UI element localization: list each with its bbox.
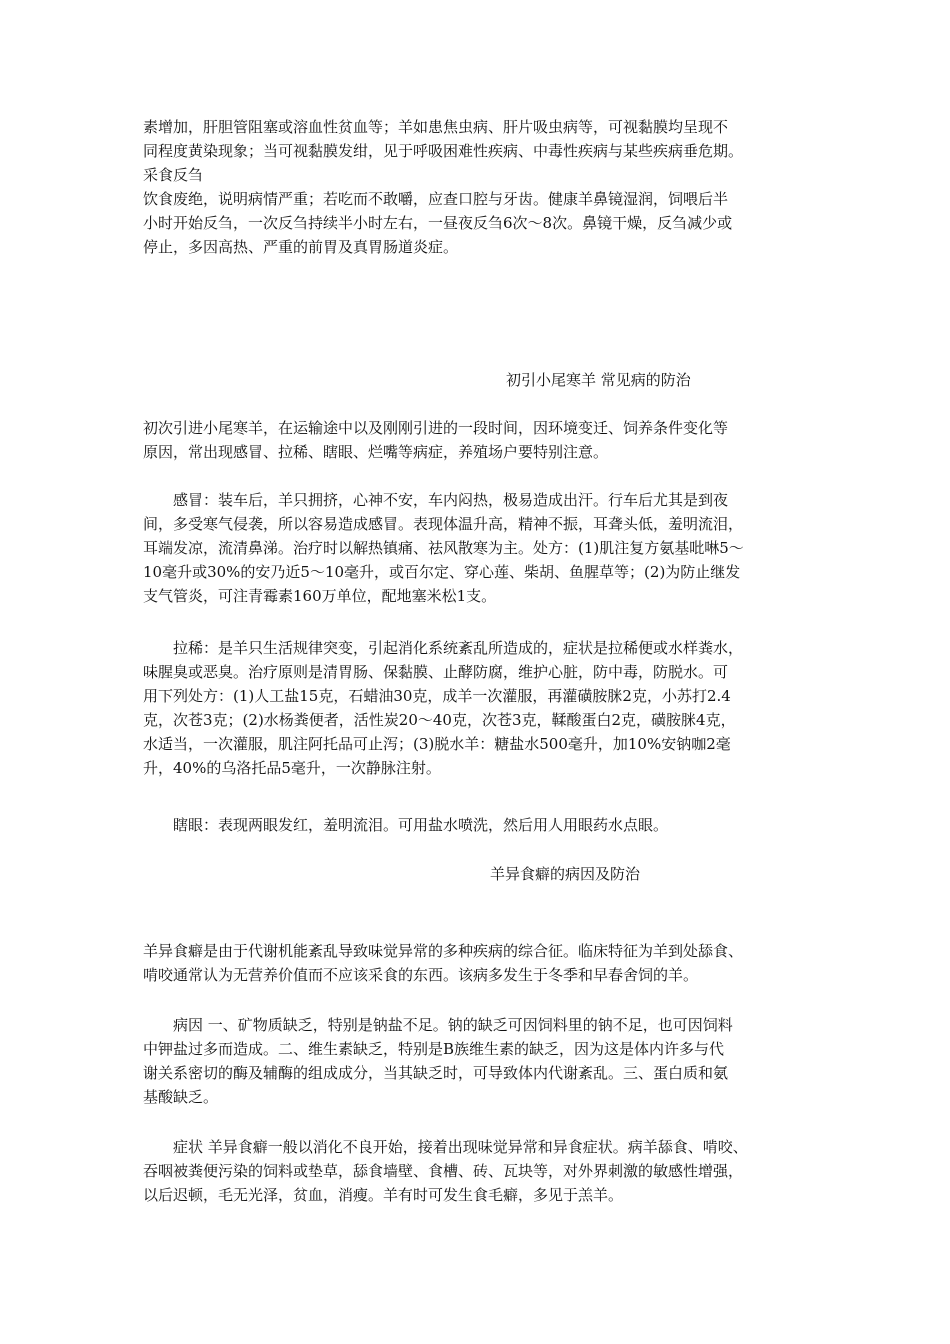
- text-line: 吞咽被粪便污染的饲料或垫草，舔食墙壁、食槽、砖、瓦块等，对外界刺激的敏感性增强，: [143, 1162, 744, 1180]
- text-line: 羊异食癖是由于代谢机能紊乱导致味觉异常的多种疾病的综合征。临床特征为羊到处舔食、: [143, 942, 744, 960]
- text-line: 素增加，肝胆管阻塞或溶血性贫血等；羊如患焦虫病、肝片吸虫病等，可视黏膜均呈现不: [143, 118, 729, 136]
- text-line: 10毫升或30%的安乃近5～10毫升，或百尔定、穿心莲、柴胡、鱼腥草等；(2)为防止继发: [143, 563, 741, 581]
- paragraph-mucosa-rumination: [143, 115, 811, 259]
- text-line: 用下列处方：(1)人工盐15克，石蜡油30克，成羊一次灌服，再灌磺胺脒2克，小苏打2.4: [143, 687, 731, 705]
- text-line: 原因，常出现感冒、拉稀、瞎眼、烂嘴等病症，养殖场户要特别注意。: [143, 443, 609, 461]
- paragraph-blind-eye: [143, 813, 811, 837]
- text-line: 支气管炎，可注青霉素160万单位，配地塞米松1支。: [143, 587, 497, 605]
- paragraph-cause: [143, 1013, 811, 1109]
- text-line: 啃咬通常认为无营养价值而不应该采食的东西。该病多发生于冬季和早春舍饲的羊。: [143, 966, 699, 984]
- paragraph-diarrhea: [143, 636, 811, 780]
- paragraph-symptom: [143, 1135, 811, 1207]
- text-line: 拉稀：是羊只生活规律突变，引起消化系统紊乱所造成的，症状是拉稀便或水样粪水，: [143, 639, 744, 657]
- text-line: 克，次苍3克；(2)水杨粪便者，活性炭20～40克，次苍3克，鞣酸蛋白2克，磺胺脒4克，: [143, 711, 736, 729]
- text-line: 感冒：装车后，羊只拥挤，心神不安，车内闷热，极易造成出汗。行车后尤其是到夜: [143, 491, 729, 509]
- text-line: 升，40%的乌洛托品5毫升，一次静脉注射。: [143, 759, 441, 777]
- text-line: 中钾盐过多而造成。二、维生素缺乏，特别是B族维生素的缺乏，因为这是体内许多与代: [143, 1040, 725, 1058]
- text-line: 同程度黄染现象；当可视黏膜发绀，见于呼吸困难性疾病、中毒性疾病与某些疾病垂危期。: [143, 142, 744, 160]
- text-line: 病因 一、矿物质缺乏，特别是钠盐不足。钠的缺乏可因饲料里的钠不足，也可因饲料: [143, 1016, 733, 1034]
- text-line: 症状 羊异食癖一般以消化不良开始，接着出现味觉异常和异食症状。病羊舔食、啃咬、: [143, 1138, 748, 1156]
- text-line: 采食反刍: [143, 166, 204, 184]
- text-line: 间，多受寒气侵袭，所以容易造成感冒。表现体温升高，精神不振，耳聋头低，羞明流泪，: [143, 515, 744, 533]
- text-line: 基酸缺乏。: [143, 1088, 219, 1106]
- paragraph-intro: [143, 416, 811, 464]
- section-heading-small-tail-han-sheep: 初引小尾寒羊 常见病的防治: [506, 371, 691, 389]
- paragraph-cold: [143, 488, 811, 608]
- text-line: 味腥臭或恶臭。治疗原则是清胃肠、保黏膜、止酵防腐，维护心脏，防中毒，防脱水。可: [143, 663, 729, 681]
- text-line: 水适当，一次灌服，肌注阿托品可止泻；(3)脱水羊：糖盐水500毫升，加10%安钠咖2毫: [143, 735, 731, 753]
- text-line: 以后迟顿，毛无光泽，贫血，消瘦。羊有时可发生食毛癖，多见于羔羊。: [143, 1186, 624, 1204]
- text-line: 瞎眼：表现两眼发红，羞明流泪。可用盐水喷洗，然后用人用眼药水点眼。: [143, 816, 669, 834]
- paragraph-pica-intro: [143, 939, 811, 987]
- text-line: 饮食废绝，说明病情严重；若吃而不敢嚼，应查口腔与牙齿。健康羊鼻镜湿润，饲喂后半: [143, 190, 729, 208]
- text-line: 谢关系密切的酶及辅酶的组成成分，当其缺乏时，可导致体内代谢紊乱。三、蛋白质和氨: [143, 1064, 729, 1082]
- text-line: 初次引进小尾寒羊，在运输途中以及刚刚引进的一段时间，因环境变迁、饲养条件变化等: [143, 419, 729, 437]
- section-heading-pica: 羊异食癖的病因及防治: [490, 865, 641, 883]
- text-line: 停止，多因高热、严重的前胃及真胃肠道炎症。: [143, 238, 459, 256]
- text-line: 耳端发凉，流清鼻涕。治疗时以解热镇痛、祛风散寒为主。处方：(1)肌注复方氨基吡啉5～: [143, 539, 744, 557]
- text-line: 小时开始反刍，一次反刍持续半小时左右，一昼夜反刍6次～8次。鼻镜干燥，反刍减少或: [143, 214, 733, 232]
